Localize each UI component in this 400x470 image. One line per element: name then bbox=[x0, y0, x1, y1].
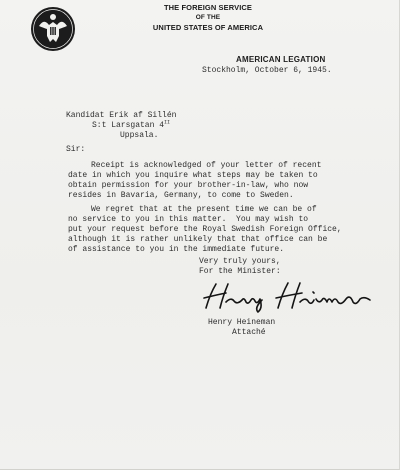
recipient-street-text: S:t Larsgatan 4 bbox=[92, 121, 165, 130]
place-date: Stockholm, October 6, 1945. bbox=[202, 66, 332, 75]
body-p2-line-5: of assistance to you in the immediate future. bbox=[68, 245, 285, 254]
letterhead-line-2: OF THE bbox=[195, 14, 221, 21]
body-p1-line-3: obtain permission for your brother-in-law, who now bbox=[68, 181, 309, 190]
body-p1-line-2: date in which you inquire what steps may be taken to bbox=[68, 171, 318, 180]
for-the-minister: For the Minister: bbox=[199, 267, 281, 276]
body-p1-line-4: resides in Bavaria, Germany, to come to Sweden. bbox=[68, 191, 294, 200]
body-p1-line-1: Receipt is acknowledged of your letter of recent bbox=[91, 161, 322, 170]
body-p2-line-2: no service to you in this matter. You may wish to bbox=[68, 215, 309, 224]
signer-name: Henry Heineman bbox=[208, 318, 276, 327]
salutation: Sir: bbox=[66, 145, 86, 154]
complimentary-close: Very truly yours, bbox=[199, 257, 281, 266]
letterhead bbox=[128, 3, 288, 33]
recipient-street-superscript: II bbox=[164, 119, 171, 126]
letterhead-line-1: THE FOREIGN SERVICE bbox=[163, 3, 253, 12]
signer-title: Attaché bbox=[232, 328, 266, 337]
recipient-city: Uppsala. bbox=[120, 131, 159, 140]
handwritten-signature bbox=[200, 278, 378, 314]
great-seal-eagle-icon bbox=[30, 6, 76, 52]
body-p2-line-1: We regret that at the present time we can be of bbox=[91, 205, 317, 214]
recipient-street bbox=[92, 121, 170, 131]
body-p2-line-4: although it is rather unlikely that that office can be bbox=[68, 235, 328, 244]
letterhead-line-3: UNITED STATES OF AMERICA bbox=[152, 23, 264, 32]
recipient-name: Kandidat Erik af Sillén bbox=[66, 111, 177, 120]
legation-heading: AMERICAN LEGATION bbox=[236, 55, 326, 64]
body-p2-line-3: put your request before the Royal Swedish Foreign Office, bbox=[68, 225, 342, 234]
